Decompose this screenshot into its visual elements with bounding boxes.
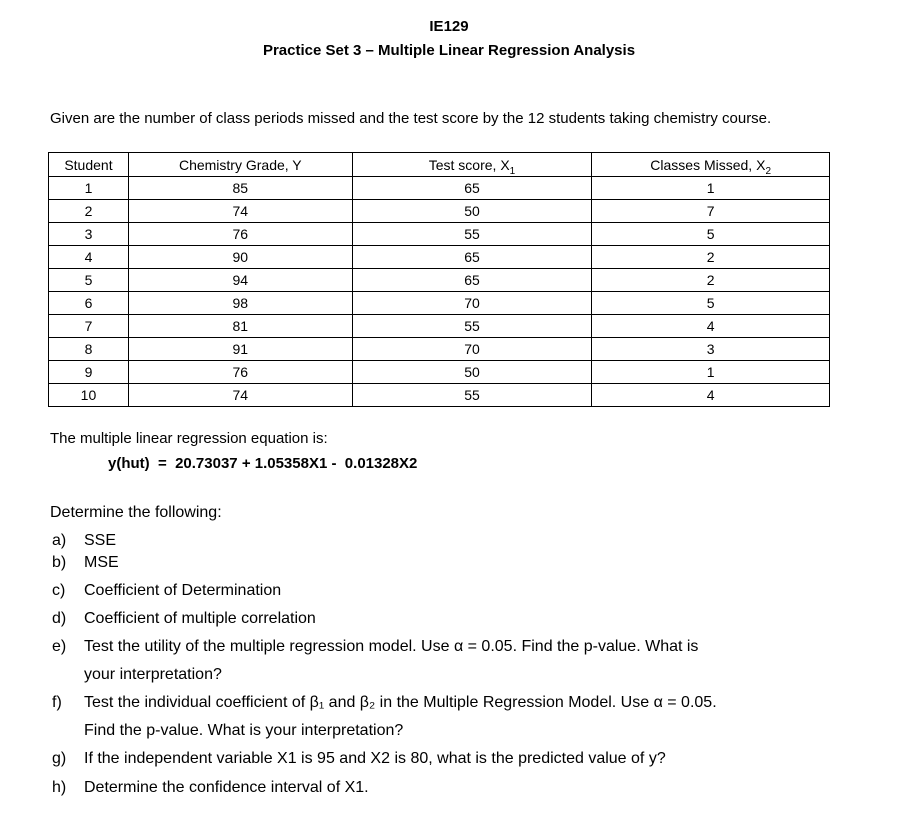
cell-test-score: 55	[352, 223, 592, 246]
header-student: Student	[49, 153, 129, 177]
equation-label: The multiple linear regression equation is:	[50, 430, 328, 447]
cell-classes-missed: 1	[592, 361, 830, 384]
cell-test-score: 55	[352, 384, 592, 407]
cell-test-score: 70	[352, 292, 592, 315]
cell-grade: 94	[128, 269, 352, 292]
cell-classes-missed: 4	[592, 315, 830, 338]
table-row	[49, 361, 830, 384]
header-test-score-subscript: 1	[509, 165, 516, 177]
cell-grade: 81	[128, 315, 352, 338]
question-text: MSE	[84, 554, 119, 571]
question-text: If the independent variable X1 is 95 and X2 is 80, what is the predicted value of y?	[84, 750, 666, 767]
cell-grade: 74	[128, 200, 352, 223]
cell-student: 8	[49, 338, 129, 361]
cell-student: 5	[49, 269, 129, 292]
cell-test-score: 65	[352, 177, 592, 200]
cell-test-score: 55	[352, 315, 592, 338]
intro-paragraph: Given are the number of class periods missed and the test score by the 12 students taking chemistry course.	[50, 110, 772, 127]
data-table	[48, 152, 830, 407]
cell-classes-missed: 2	[592, 246, 830, 269]
cell-grade: 85	[128, 177, 352, 200]
cell-test-score: 50	[352, 361, 592, 384]
header-test-score-label: Test score, X	[428, 156, 510, 173]
header-chemistry-grade: Chemistry Grade, Y	[128, 153, 352, 177]
page-title: Practice Set 3 – Multiple Linear Regression Analysis	[262, 42, 636, 59]
cell-test-score: 50	[352, 200, 592, 223]
question-text: Coefficient of multiple correlation	[84, 610, 316, 627]
question-text: Determine the confidence interval of X1.	[84, 779, 369, 796]
cell-student: 10	[49, 384, 129, 407]
question-text-continued: your interpretation?	[84, 666, 222, 683]
table-row	[49, 246, 830, 269]
cell-student: 1	[49, 177, 129, 200]
table-row	[49, 315, 830, 338]
course-code: IE129	[429, 18, 469, 35]
header-test-score	[352, 153, 592, 177]
question-text-continued: Find the p-value. What is your interpretation?	[84, 722, 404, 739]
question-letter: f)	[52, 694, 62, 711]
questions-heading: Determine the following:	[50, 504, 222, 521]
cell-grade: 90	[128, 246, 352, 269]
table-row	[49, 177, 830, 200]
table-row	[49, 338, 830, 361]
question-letter: g)	[52, 750, 67, 767]
header-classes-missed	[592, 153, 830, 177]
table-row	[49, 384, 830, 407]
table-row	[49, 292, 830, 315]
cell-test-score: 65	[352, 246, 592, 269]
cell-student: 2	[49, 200, 129, 223]
header-classes-missed-label: Classes Missed, X	[650, 156, 766, 173]
question-text: Coefficient of Determination	[84, 582, 282, 599]
cell-student: 4	[49, 246, 129, 269]
header-classes-missed-subscript: 2	[765, 165, 771, 177]
table-row	[49, 200, 830, 223]
cell-grade: 76	[128, 361, 352, 384]
cell-student: 7	[49, 315, 129, 338]
cell-grade: 76	[128, 223, 352, 246]
question-letter: a)	[52, 532, 67, 549]
table-row	[49, 223, 830, 246]
cell-test-score: 65	[352, 269, 592, 292]
cell-classes-missed: 1	[592, 177, 830, 200]
question-text: Test the utility of the multiple regression model. Use α = 0.05. Find the p-value. What is	[84, 638, 699, 655]
cell-student: 3	[49, 223, 129, 246]
cell-grade: 74	[128, 384, 352, 407]
question-text: Test the individual coefficient of β₁ and β₂ in the Multiple Regression Model. Use α = 0.05.	[84, 694, 717, 711]
cell-student: 6	[49, 292, 129, 315]
table-row	[49, 269, 830, 292]
question-letter: c)	[52, 582, 66, 599]
question-letter: b)	[52, 554, 67, 571]
question-letter: d)	[52, 610, 67, 627]
question-letter: e)	[52, 638, 67, 655]
table-header-row	[49, 153, 830, 177]
question-text: SSE	[84, 532, 117, 549]
cell-classes-missed: 4	[592, 384, 830, 407]
question-letter: h)	[52, 779, 67, 796]
cell-classes-missed: 2	[592, 269, 830, 292]
cell-grade: 91	[128, 338, 352, 361]
cell-classes-missed: 5	[592, 292, 830, 315]
cell-classes-missed: 7	[592, 200, 830, 223]
cell-test-score: 70	[352, 338, 592, 361]
cell-student: 9	[49, 361, 129, 384]
cell-classes-missed: 3	[592, 338, 830, 361]
regression-equation: y(hut) = 20.73037 + 1.05358X1 - 0.01328X2	[108, 455, 418, 472]
cell-grade: 98	[128, 292, 352, 315]
cell-classes-missed: 5	[592, 223, 830, 246]
